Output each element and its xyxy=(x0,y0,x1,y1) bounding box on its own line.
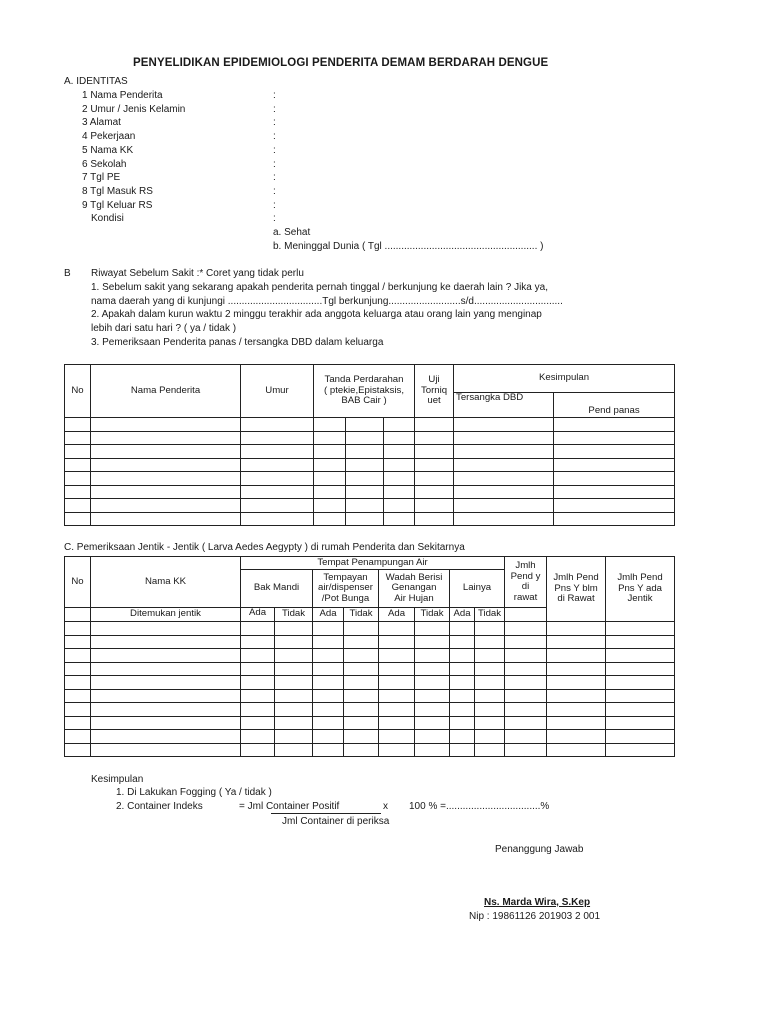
table-cell[interactable] xyxy=(65,635,91,649)
table-cell[interactable] xyxy=(415,743,450,757)
table-cell[interactable] xyxy=(547,635,606,649)
table-cell[interactable] xyxy=(379,622,415,636)
identity-field-label: 9 Tgl Keluar RS xyxy=(82,200,153,211)
table-cell[interactable] xyxy=(65,716,91,730)
bak-mandi-ada: Ada xyxy=(241,608,275,622)
table-cell[interactable] xyxy=(505,743,547,757)
table-cell[interactable] xyxy=(415,622,450,636)
table-cell[interactable] xyxy=(415,730,450,744)
table-cell[interactable] xyxy=(379,649,415,663)
table-cell[interactable] xyxy=(275,743,313,757)
table-cell[interactable] xyxy=(475,716,505,730)
table-cell[interactable] xyxy=(450,730,475,744)
table-cell[interactable] xyxy=(547,716,606,730)
table-cell[interactable] xyxy=(547,662,606,676)
table-cell[interactable] xyxy=(475,662,505,676)
container-index-percent: 100 % =..................................% xyxy=(409,801,550,812)
table-row xyxy=(65,689,675,703)
tempayan-tidak: Tidak xyxy=(344,608,379,622)
table-cell[interactable] xyxy=(547,703,606,717)
table-cell[interactable] xyxy=(450,676,475,690)
identity-field-input[interactable]: : xyxy=(273,159,276,170)
lainya-ada: Ada xyxy=(450,608,475,622)
table-row xyxy=(65,499,675,513)
table-cell[interactable] xyxy=(241,472,314,486)
table-cell[interactable] xyxy=(275,635,313,649)
table-cell[interactable] xyxy=(241,716,275,730)
wadah-tidak: Tidak xyxy=(415,608,450,622)
page-title: PENYELIDIKAN EPIDEMIOLOGI PENDERITA DEMAM BERDARAH DENGUE xyxy=(133,57,549,69)
container-index-label: 2. Container Indeks xyxy=(116,801,203,812)
table-cell[interactable] xyxy=(606,730,675,744)
table-cell[interactable] xyxy=(384,431,415,445)
table-cell[interactable] xyxy=(344,662,379,676)
identity-field-label: 6 Sekolah xyxy=(82,159,127,170)
table-cell[interactable] xyxy=(346,512,384,526)
table-cell[interactable] xyxy=(450,649,475,663)
table-cell[interactable] xyxy=(346,445,384,459)
table-cell[interactable] xyxy=(505,703,547,717)
table-cell[interactable] xyxy=(313,676,344,690)
table-cell[interactable] xyxy=(91,676,241,690)
table-cell[interactable] xyxy=(454,418,554,432)
jmlh-pend-rawat-cell xyxy=(505,608,547,622)
table-cell[interactable] xyxy=(554,418,675,432)
table-cell[interactable] xyxy=(241,649,275,663)
identity-field-input[interactable]: : xyxy=(273,172,276,183)
table-cell[interactable] xyxy=(554,512,675,526)
question-1-line-1: 1. Sebelum sakit yang sekarang apakah penderita pernah tinggal / berkunjung ke daerah lain ? Jika ya, xyxy=(91,282,548,293)
family-fever-table xyxy=(64,364,675,526)
table-cell[interactable] xyxy=(91,512,241,526)
table-cell[interactable] xyxy=(314,445,346,459)
table-cell[interactable] xyxy=(91,743,241,757)
kondisi-option-b: b. Meninggal Dunia ( Tgl ....................................................... ) xyxy=(273,241,544,252)
table-cell[interactable] xyxy=(547,743,606,757)
table-cell[interactable] xyxy=(241,730,275,744)
table-cell[interactable] xyxy=(65,512,91,526)
header-pend-panas: Pend panas xyxy=(554,393,675,418)
table-cell[interactable] xyxy=(415,716,450,730)
table-cell[interactable] xyxy=(415,458,454,472)
table-cell[interactable] xyxy=(415,662,450,676)
identity-field-label: Kondisi xyxy=(91,213,124,224)
section-c-heading: C. Pemeriksaan Jentik - Jentik ( Larva Aedes Aegypty ) di rumah Penderita dan Sekitarnya xyxy=(64,542,465,553)
table-cell[interactable] xyxy=(65,703,91,717)
identity-field-label: 5 Nama KK xyxy=(82,145,134,156)
header-jmlh-pend-ada-jentik: Jmlh Pend Pns Y ada Jentik xyxy=(606,557,675,622)
header-bak-mandi: Bak Mandi xyxy=(241,570,313,608)
table-cell[interactable] xyxy=(91,472,241,486)
table-row xyxy=(65,716,675,730)
signature-name: Ns. Marda Wira, S.Kep xyxy=(484,897,591,908)
table-cell[interactable] xyxy=(314,458,346,472)
table-cell[interactable] xyxy=(313,716,344,730)
table-cell[interactable] xyxy=(346,472,384,486)
container-index-multiply: x xyxy=(383,801,388,812)
table-cell[interactable] xyxy=(379,716,415,730)
header-lainya: Lainya xyxy=(450,570,505,608)
table-row xyxy=(65,485,675,499)
table-cell[interactable] xyxy=(475,635,505,649)
table-cell[interactable] xyxy=(241,512,314,526)
table-cell[interactable] xyxy=(241,703,275,717)
signature-nip: Nip : 19861126 201903 2 001 xyxy=(469,911,601,922)
table-cell[interactable] xyxy=(415,635,450,649)
header-tersangka-dbd: Tersangka DBD xyxy=(454,393,554,418)
table-cell[interactable] xyxy=(415,649,450,663)
table-row xyxy=(65,676,675,690)
table-cell[interactable] xyxy=(91,431,241,445)
table-cell[interactable] xyxy=(606,649,675,663)
table-cell[interactable] xyxy=(415,445,454,459)
table-row xyxy=(65,431,675,445)
table-cell[interactable] xyxy=(65,730,91,744)
table-cell[interactable] xyxy=(415,689,450,703)
table-cell[interactable] xyxy=(275,716,313,730)
header-umur: Umur xyxy=(241,365,314,418)
header-no: No xyxy=(65,365,91,418)
table-cell[interactable] xyxy=(91,662,241,676)
table-cell[interactable] xyxy=(91,730,241,744)
table-cell[interactable] xyxy=(379,635,415,649)
table-cell[interactable] xyxy=(314,418,346,432)
table-cell[interactable] xyxy=(415,499,454,513)
header-nama-kk: Nama KK xyxy=(91,557,241,608)
table-cell[interactable] xyxy=(547,689,606,703)
table-cell[interactable] xyxy=(313,649,344,663)
kondisi-option-a: a. Sehat xyxy=(273,227,311,238)
table-cell[interactable] xyxy=(344,689,379,703)
table-cell[interactable] xyxy=(505,635,547,649)
table-cell[interactable] xyxy=(454,458,554,472)
table-cell[interactable] xyxy=(314,472,346,486)
table-cell[interactable] xyxy=(313,730,344,744)
header-tempayan: Tempayan air/dispenser /Pot Bunga xyxy=(313,570,379,608)
table-cell[interactable] xyxy=(379,689,415,703)
table-cell[interactable] xyxy=(65,743,91,757)
table-cell[interactable] xyxy=(379,662,415,676)
table-row xyxy=(65,622,675,636)
table-cell[interactable] xyxy=(415,512,454,526)
table-cell[interactable] xyxy=(475,676,505,690)
table-cell[interactable] xyxy=(450,743,475,757)
table-cell[interactable] xyxy=(241,689,275,703)
table-cell[interactable] xyxy=(65,676,91,690)
table-cell[interactable] xyxy=(415,485,454,499)
table-cell[interactable] xyxy=(450,635,475,649)
table-cell[interactable] xyxy=(606,689,675,703)
table-cell[interactable] xyxy=(379,730,415,744)
table-cell[interactable] xyxy=(415,418,454,432)
identity-field-input[interactable]: : xyxy=(273,117,276,128)
header-jmlh-pend-blm-rawat: Jmlh Pend Pns Y blm di Rawat xyxy=(547,557,606,622)
table-cell[interactable] xyxy=(606,676,675,690)
table-cell[interactable] xyxy=(313,622,344,636)
table-cell[interactable] xyxy=(91,635,241,649)
table-cell[interactable] xyxy=(91,649,241,663)
table-cell[interactable] xyxy=(554,472,675,486)
table-cell[interactable] xyxy=(91,458,241,472)
table-cell[interactable] xyxy=(91,703,241,717)
table-cell[interactable] xyxy=(241,743,275,757)
table-cell[interactable] xyxy=(241,418,314,432)
table-cell[interactable] xyxy=(606,635,675,649)
table-cell[interactable] xyxy=(384,499,415,513)
header-jmlh-pend-rawat: Jmlh Pend y di rawat xyxy=(505,557,547,608)
table-cell[interactable] xyxy=(505,716,547,730)
table-cell[interactable] xyxy=(454,512,554,526)
header-kesimpulan: Kesimpulan xyxy=(454,365,675,393)
section-b-letter: B xyxy=(64,268,71,279)
table-cell[interactable] xyxy=(313,689,344,703)
table-cell[interactable] xyxy=(314,512,346,526)
table-cell[interactable] xyxy=(606,622,675,636)
identity-field-input[interactable]: : xyxy=(273,213,276,224)
table-cell[interactable] xyxy=(346,485,384,499)
table-cell[interactable] xyxy=(454,431,554,445)
container-index-numerator: = Jml Container Positif xyxy=(239,801,340,812)
table-cell[interactable] xyxy=(65,499,91,513)
header-tempat-penampungan: Tempat Penampungan Air xyxy=(241,557,505,570)
kesimpulan-heading: Kesimpulan xyxy=(91,774,144,785)
wadah-ada: Ada xyxy=(379,608,415,622)
table-cell[interactable] xyxy=(344,743,379,757)
table-cell[interactable] xyxy=(65,622,91,636)
table-cell[interactable] xyxy=(505,730,547,744)
identity-field-label: 7 Tgl PE xyxy=(82,172,121,183)
table-cell[interactable] xyxy=(313,743,344,757)
table-cell[interactable] xyxy=(379,676,415,690)
table-cell[interactable] xyxy=(475,743,505,757)
table-cell[interactable] xyxy=(344,676,379,690)
table-cell[interactable] xyxy=(65,649,91,663)
table-row xyxy=(65,649,675,663)
table-cell[interactable] xyxy=(344,649,379,663)
table-cell[interactable] xyxy=(384,418,415,432)
question-1-line-2: nama daerah yang di kunjungi ..................................Tgl berkunjung..........................s/d................................ xyxy=(91,296,563,307)
table-cell[interactable] xyxy=(415,431,454,445)
section-b-heading: Riwayat Sebelum Sakit :* Coret yang tidak perlu xyxy=(91,268,304,279)
table-cell[interactable] xyxy=(547,649,606,663)
table-cell[interactable] xyxy=(65,689,91,703)
table-cell[interactable] xyxy=(344,622,379,636)
table-row xyxy=(65,445,675,459)
table-cell[interactable] xyxy=(454,472,554,486)
table-cell[interactable] xyxy=(454,499,554,513)
table-cell[interactable] xyxy=(314,499,346,513)
table-cell[interactable] xyxy=(346,458,384,472)
table-cell[interactable] xyxy=(450,703,475,717)
table-cell[interactable] xyxy=(475,649,505,663)
identity-field-label: 3 Alamat xyxy=(82,117,121,128)
table-cell[interactable] xyxy=(606,703,675,717)
table-cell[interactable] xyxy=(450,716,475,730)
table-cell[interactable] xyxy=(606,743,675,757)
table-cell[interactable] xyxy=(554,431,675,445)
table-cell[interactable] xyxy=(65,445,91,459)
section-a-heading: A. IDENTITAS xyxy=(64,76,128,87)
table-cell[interactable] xyxy=(505,649,547,663)
table-cell[interactable] xyxy=(91,418,241,432)
table-cell[interactable] xyxy=(241,485,314,499)
table-cell[interactable] xyxy=(275,649,313,663)
identity-field-input[interactable]: : xyxy=(273,104,276,115)
table-cell[interactable] xyxy=(241,445,314,459)
table-cell[interactable] xyxy=(606,662,675,676)
table-cell[interactable] xyxy=(505,622,547,636)
table-cell[interactable] xyxy=(547,622,606,636)
table-cell[interactable] xyxy=(91,499,241,513)
header-nama-penderita: Nama Penderita xyxy=(91,365,241,418)
table-cell[interactable] xyxy=(65,472,91,486)
identity-field-label: 1 Nama Penderita xyxy=(82,90,163,101)
identity-field-input[interactable]: : xyxy=(273,200,276,211)
table-cell[interactable] xyxy=(415,703,450,717)
table-cell[interactable] xyxy=(91,445,241,459)
larva-check-table xyxy=(64,556,675,757)
table-row xyxy=(65,418,675,432)
table-cell[interactable] xyxy=(65,458,91,472)
table-cell[interactable] xyxy=(554,458,675,472)
table-cell[interactable] xyxy=(346,499,384,513)
table-row xyxy=(65,512,675,526)
question-2-line-1: 2. Apakah dalam kurun waktu 2 minggu terakhir ada anggota keluarga atau orang lain yang menginap xyxy=(91,309,542,320)
table-cell[interactable] xyxy=(275,730,313,744)
table-cell[interactable] xyxy=(241,458,314,472)
table-row xyxy=(65,472,675,486)
table-cell[interactable] xyxy=(475,730,505,744)
table-cell[interactable] xyxy=(547,676,606,690)
header-no: No xyxy=(65,557,91,608)
table-cell[interactable] xyxy=(547,730,606,744)
table-cell[interactable] xyxy=(91,622,241,636)
table-cell[interactable] xyxy=(554,499,675,513)
table-cell[interactable] xyxy=(65,485,91,499)
table-cell[interactable] xyxy=(346,431,384,445)
table-cell[interactable] xyxy=(415,472,454,486)
identity-field-input[interactable]: : xyxy=(273,131,276,142)
ditemukan-no-cell xyxy=(65,608,91,622)
table-cell[interactable] xyxy=(554,485,675,499)
signature-role: Penanggung Jawab xyxy=(495,844,584,855)
identity-field-label: 4 Pekerjaan xyxy=(82,131,136,142)
table-cell[interactable] xyxy=(454,485,554,499)
table-row xyxy=(65,703,675,717)
identity-field-label: 2 Umur / Jenis Kelamin xyxy=(82,104,186,115)
table-cell[interactable] xyxy=(314,485,346,499)
table-cell[interactable] xyxy=(505,676,547,690)
table-cell[interactable] xyxy=(384,445,415,459)
table-cell[interactable] xyxy=(313,662,344,676)
table-cell[interactable] xyxy=(475,703,505,717)
table-cell[interactable] xyxy=(450,689,475,703)
table-row xyxy=(65,662,675,676)
table-cell[interactable] xyxy=(384,485,415,499)
table-cell[interactable] xyxy=(241,662,275,676)
bak-mandi-tidak: Tidak xyxy=(275,608,313,622)
table-row xyxy=(65,730,675,744)
header-tanda-perdarahan: Tanda Perdarahan ( ptekie,Epistaksis, BAB Cair ) xyxy=(314,365,415,418)
table-cell[interactable] xyxy=(65,418,91,432)
table-cell[interactable] xyxy=(606,716,675,730)
table-cell[interactable] xyxy=(91,689,241,703)
table-cell[interactable] xyxy=(344,703,379,717)
container-index-denominator: Jml Container di periksa xyxy=(282,816,390,827)
identity-field-input[interactable]: : xyxy=(273,145,276,156)
table-cell[interactable] xyxy=(505,689,547,703)
table-cell[interactable] xyxy=(454,445,554,459)
table-cell[interactable] xyxy=(241,499,314,513)
table-row xyxy=(65,635,675,649)
table-cell[interactable] xyxy=(313,635,344,649)
table-cell[interactable] xyxy=(65,662,91,676)
table-cell[interactable] xyxy=(379,703,415,717)
table-cell[interactable] xyxy=(91,485,241,499)
table-row xyxy=(65,458,675,472)
identity-field-input[interactable]: : xyxy=(273,186,276,197)
table-cell[interactable] xyxy=(65,431,91,445)
table-cell[interactable] xyxy=(275,676,313,690)
table-cell[interactable] xyxy=(384,458,415,472)
table-cell[interactable] xyxy=(415,676,450,690)
lainya-tidak: Tidak xyxy=(475,608,505,622)
table-cell[interactable] xyxy=(275,703,313,717)
table-cell[interactable] xyxy=(346,418,384,432)
table-cell[interactable] xyxy=(379,743,415,757)
table-cell[interactable] xyxy=(475,622,505,636)
kesimpulan-fogging: 1. Di Lakukan Fogging ( Ya / tidak ) xyxy=(116,787,272,798)
table-row xyxy=(65,743,675,757)
tempayan-ada: Ada xyxy=(313,608,344,622)
table-cell[interactable] xyxy=(241,431,314,445)
table-cell[interactable] xyxy=(475,689,505,703)
table-cell[interactable] xyxy=(384,472,415,486)
table-cell[interactable] xyxy=(505,662,547,676)
fraction-line xyxy=(271,813,381,814)
question-2-line-2: lebih dari satu hari ? ( ya / tidak ) xyxy=(91,323,237,334)
table-cell[interactable] xyxy=(344,730,379,744)
header-uji-torniquet: Uji Torniq uet xyxy=(415,365,454,418)
table-cell[interactable] xyxy=(241,635,275,649)
table-cell[interactable] xyxy=(275,689,313,703)
header-wadah-berisi: Wadah Berisi Genangan Air Hujan xyxy=(379,570,450,608)
table-cell[interactable] xyxy=(450,662,475,676)
table-cell[interactable] xyxy=(275,622,313,636)
ditemukan-jentik-label: Ditemukan jentik xyxy=(91,608,241,622)
question-3: 3. Pemeriksaan Penderita panas / tersangka DBD dalam keluarga xyxy=(91,337,384,348)
table-cell[interactable] xyxy=(313,703,344,717)
table-cell[interactable] xyxy=(344,716,379,730)
identity-field-input[interactable]: : xyxy=(273,90,276,101)
table-cell[interactable] xyxy=(241,676,275,690)
table-cell[interactable] xyxy=(384,512,415,526)
table-cell[interactable] xyxy=(91,716,241,730)
table-cell[interactable] xyxy=(314,431,346,445)
table-cell[interactable] xyxy=(450,622,475,636)
identity-field-label: 8 Tgl Masuk RS xyxy=(82,186,153,197)
table-cell[interactable] xyxy=(554,445,675,459)
table-cell[interactable] xyxy=(241,622,275,636)
table-cell[interactable] xyxy=(344,635,379,649)
table-cell[interactable] xyxy=(275,662,313,676)
